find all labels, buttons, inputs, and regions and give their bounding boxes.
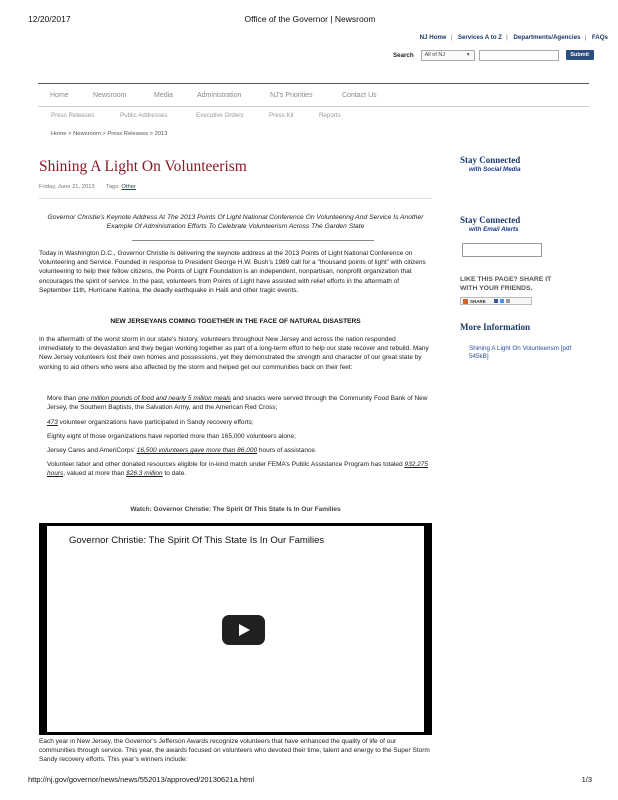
faqs-link[interactable]: FAQs bbox=[591, 34, 608, 41]
nav-media[interactable]: Media bbox=[154, 92, 174, 99]
email-alerts-link[interactable]: with Email Alerts bbox=[469, 226, 519, 233]
sub-nav bbox=[38, 112, 589, 124]
search-bar bbox=[393, 49, 594, 61]
nav-contact[interactable]: Contact Us bbox=[342, 92, 377, 99]
nav-priorities[interactable]: NJ's Priorities bbox=[270, 92, 313, 99]
share-button[interactable]: SHARE bbox=[460, 297, 532, 305]
list-item: Eighty eight of those organizations have reported more than 165,000 volunteers alone; bbox=[47, 433, 296, 440]
print-date: 12/20/2017 bbox=[28, 14, 71, 24]
article-subtitle: Governor Christie’s Keynote Address At The 2013 Points Of Light National Conference On Volunteering And Service Is Another Example Of Administration Efforts To Celebrate Volunteerism Across The Garden State bbox=[47, 214, 424, 230]
search-scope-select[interactable]: All of NJ ▼ bbox=[421, 50, 475, 61]
services-link[interactable]: Services A to Z bbox=[457, 34, 503, 41]
subnav-press-kit[interactable]: Press Kit bbox=[269, 112, 294, 119]
stat-link[interactable]: 473 bbox=[47, 419, 58, 426]
print-header bbox=[28, 14, 592, 26]
tag-link[interactable]: Other bbox=[121, 184, 136, 190]
video-caption: Watch: Governor Christie: The Spirit Of This State Is In Our Families bbox=[130, 506, 341, 513]
paragraph-aftermath: In the aftermath of the worst storm in our state’s history, volunteers throughout New Jersey and across the nation responded immediately to the devastation and they began working together as part of a long-term effort to help our state recover and rebuild. Many New Jersey volunteers lost their own homes and possessions, yet they demonstrated the strength and character of our great state by working to aid others who were also affected by the storm and helped get our communities back on their feet: bbox=[39, 336, 429, 371]
stat-link[interactable]: 16,500 volunteers gave more than 86,000 bbox=[136, 447, 258, 454]
nj-home-link[interactable]: NJ Home bbox=[419, 34, 447, 41]
article-date: Friday, June 21, 2013 bbox=[39, 184, 95, 190]
list-item: Jersey Cares and AmeriCorps’ 16,500 volunteers gave more than 86,000 hours of assistance. bbox=[47, 447, 317, 454]
breadcrumb[interactable]: Home > Newsroom > Press Releases > 2013 bbox=[51, 131, 168, 137]
social-media-link[interactable]: with Social Media bbox=[469, 166, 521, 173]
departments-link[interactable]: Departments/Agencies bbox=[513, 34, 581, 41]
nav-home[interactable]: Home bbox=[50, 92, 69, 99]
article-meta bbox=[39, 184, 432, 199]
search-submit-button[interactable]: Submit bbox=[566, 50, 594, 60]
stay-connected-heading: Stay Connected bbox=[460, 155, 521, 165]
subnav-executive-orders[interactable]: Executive Orders bbox=[196, 112, 244, 119]
list-item: Volunteer labor and other donated resources eligible for in-kind match under FEMA’s Public Assistance Program has totaled 932,275 hours, valued at more than $26.3 million to date. bbox=[47, 461, 428, 478]
section-heading: NEW JERSEYANS COMING TOGETHER IN THE FACE OF NATURAL DISASTERS bbox=[110, 318, 361, 325]
divider bbox=[132, 240, 374, 241]
search-label: Search bbox=[393, 51, 414, 59]
email-icon bbox=[506, 299, 510, 303]
nav-newsroom[interactable]: Newsroom bbox=[93, 92, 127, 99]
play-icon bbox=[239, 624, 250, 636]
main-nav bbox=[38, 83, 589, 107]
stat-link[interactable]: 932,275 hours bbox=[47, 461, 428, 478]
share-prompt: LIKE THIS PAGE? SHARE IT WITH YOUR FRIENDS. bbox=[460, 276, 552, 292]
chevron-down-icon: ▼ bbox=[465, 51, 471, 58]
stat-link[interactable]: $26.3 million bbox=[126, 470, 163, 478]
facebook-icon bbox=[494, 299, 498, 303]
video-title[interactable]: Governor Christie: The Spirit Of This State Is In Our Families bbox=[69, 535, 325, 546]
stay-connected-email-heading: Stay Connected bbox=[460, 215, 521, 225]
print-title: Office of the Governor | Newsroom bbox=[244, 14, 376, 24]
more-info-heading: More Information bbox=[460, 322, 531, 332]
paragraph-intro: Today in Washington D.C., Governor Christie is delivering the keynote address at the 2013 Points of Light National Conference on Volunteering and Service. Founded in response to President George H.W. Bush’s 1989 call for a "thousand points of light" with citizens volunteering to help their fellow citizens, the Points of Light Foundation is an independent, nonpartisan, nonprofit organization that encourages the spirit of service. In the past, volunteers from Points of Light have assisted with relief efforts in the aftermath of September 11th, Hurricane Katrina, the deadly earthquake in Haiti and other tragic events. bbox=[39, 250, 426, 294]
subnav-public-addresses[interactable]: Public Addresses bbox=[120, 112, 168, 119]
search-input[interactable] bbox=[479, 50, 559, 61]
utility-links: NJ Home | Services A to Z | Departments/Agencies | FAQs bbox=[419, 34, 608, 41]
page-number: 1/3 bbox=[581, 775, 592, 784]
page-title: Shining A Light On Volunteerism bbox=[39, 158, 247, 175]
nav-administration[interactable]: Administration bbox=[197, 92, 242, 99]
stat-link[interactable]: one million pounds of food and nearly 5 million meals bbox=[78, 395, 231, 402]
subnav-press-releases[interactable]: Press Releases bbox=[51, 112, 95, 119]
print-footer bbox=[28, 775, 592, 784]
paragraph-jefferson: Each year in New Jersey, the Governor’s Jefferson Awards recognize volunteers that have enhanced the quality of life of our communities through service. This year, the awards focused on volunteers who devoted their time, talent and energy to the Super Storm Sandy recovery efforts. This year’s winners include: bbox=[39, 738, 430, 764]
pdf-link[interactable]: Shining A Light On Volunteerism [pdf 545kB] bbox=[469, 345, 572, 361]
video-player[interactable] bbox=[39, 523, 432, 735]
footer-url: http://nj.gov/governor/news/news/552013/approved/20130621a.html bbox=[28, 775, 254, 784]
twitter-icon bbox=[500, 299, 504, 303]
share-icon bbox=[463, 299, 468, 304]
email-input[interactable] bbox=[462, 243, 542, 257]
list-item: 473 volunteer organizations have participated in Sandy recovery efforts; bbox=[47, 419, 254, 426]
tags-label: Tags: bbox=[105, 184, 120, 190]
video-frame bbox=[47, 526, 424, 732]
play-button[interactable] bbox=[222, 615, 265, 645]
subnav-reports[interactable]: Reports bbox=[319, 112, 341, 119]
list-item: More than one million pounds of food and nearly 5 million meals and snacks were served through the Community Food Bank of New Jersey, the Southern Baptists, the Salvation Army, and the American Red Cross; bbox=[47, 395, 428, 412]
